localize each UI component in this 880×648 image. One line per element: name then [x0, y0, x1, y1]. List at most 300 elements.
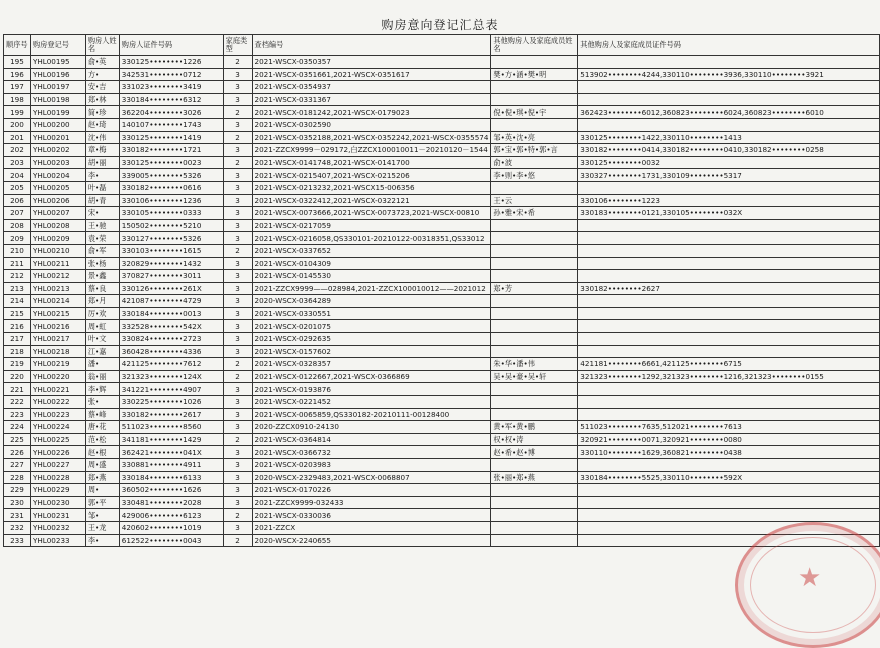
cell-other-names — [491, 320, 578, 333]
table-row — [4, 408, 880, 421]
cell-family-type: 3 — [223, 320, 252, 333]
cell-buyer-id: 330126••••••••261X — [119, 282, 223, 295]
cell-other-names: 孙•雅•宋•希 — [491, 207, 578, 220]
cell-family-type: 2 — [223, 56, 252, 69]
cell-buyer-id: 360428••••••••4336 — [119, 345, 223, 358]
registration-table — [3, 34, 880, 547]
cell-buyer-id: 330182••••••••2617 — [119, 408, 223, 421]
cell-family-type: 2 — [223, 244, 252, 257]
seal-star-icon: ★ — [798, 563, 822, 593]
cell-reg-no: YHL00233 — [30, 534, 85, 547]
cell-buyer-name: 胡•青 — [85, 194, 119, 207]
cell-buyer-name: 郭•平 — [85, 496, 119, 509]
cell-other-names — [491, 345, 578, 358]
cell-seq: 227 — [4, 459, 31, 472]
cell-seq: 208 — [4, 219, 31, 232]
cell-seq: 204 — [4, 169, 31, 182]
cell-other-ids — [578, 93, 880, 106]
cell-seq: 199 — [4, 106, 31, 119]
cell-archive-no: 2021-WSCX-0328357 — [252, 358, 491, 371]
cell-archive-no: 2021-WSCX-0364814 — [252, 433, 491, 446]
table-row — [4, 396, 880, 409]
cell-buyer-id: 612522••••••••0043 — [119, 534, 223, 547]
cell-other-names: 张•丽•郑•燕 — [491, 471, 578, 484]
cell-buyer-id: 330182••••••••0616 — [119, 181, 223, 194]
cell-buyer-name: 厉•欢 — [85, 307, 119, 320]
cell-seq: 219 — [4, 358, 31, 371]
cell-buyer-name: 俞•军 — [85, 244, 119, 257]
table-header-row — [4, 35, 880, 56]
cell-reg-no: YHL00231 — [30, 509, 85, 522]
cell-buyer-name: 简•珍 — [85, 106, 119, 119]
cell-other-ids — [578, 118, 880, 131]
cell-other-names — [491, 232, 578, 245]
cell-other-names — [491, 383, 578, 396]
cell-buyer-name: 王•驰 — [85, 219, 119, 232]
cell-reg-no: YHL00202 — [30, 144, 85, 157]
cell-seq: 230 — [4, 496, 31, 509]
cell-buyer-name: 俞•英 — [85, 56, 119, 69]
cell-other-names: 郑•芳 — [491, 282, 578, 295]
cell-buyer-name: 唐•花 — [85, 421, 119, 434]
header-reg-no: 购房登记号 — [30, 35, 85, 56]
cell-family-type: 3 — [223, 484, 252, 497]
cell-archive-no: 2021-WSCX-0157602 — [252, 345, 491, 358]
cell-reg-no: YHL00210 — [30, 244, 85, 257]
cell-other-names: 赵•希•赵•博 — [491, 446, 578, 459]
cell-family-type: 3 — [223, 68, 252, 81]
cell-buyer-id: 341221••••••••4907 — [119, 383, 223, 396]
cell-family-type: 2 — [223, 106, 252, 119]
cell-buyer-id: 330125••••••••0023 — [119, 156, 223, 169]
cell-reg-no: YHL00208 — [30, 219, 85, 232]
cell-other-ids: 330182••••••••0414,330182••••••••0410,330182••••••••0258 — [578, 144, 880, 157]
cell-seq: 218 — [4, 345, 31, 358]
cell-seq: 207 — [4, 207, 31, 220]
cell-buyer-name: 王•龙 — [85, 521, 119, 534]
cell-buyer-name: 李•辉 — [85, 383, 119, 396]
cell-archive-no: 2021-ZZCX9999——028984,2021-ZZCX100010012——2021012 — [252, 282, 491, 295]
cell-other-ids: 330184••••••••5525,330110••••••••592X — [578, 471, 880, 484]
cell-reg-no: YHL00197 — [30, 81, 85, 94]
cell-reg-no: YHL00221 — [30, 383, 85, 396]
cell-seq: 214 — [4, 295, 31, 308]
cell-reg-no: YHL00205 — [30, 181, 85, 194]
cell-buyer-name: 胡•丽 — [85, 156, 119, 169]
cell-buyer-id: 150502••••••••5210 — [119, 219, 223, 232]
table-row — [4, 295, 880, 308]
header-family-type: 家庭类型 — [223, 35, 252, 56]
cell-reg-no: YHL00204 — [30, 169, 85, 182]
cell-family-type: 3 — [223, 181, 252, 194]
cell-reg-no: YHL00218 — [30, 345, 85, 358]
cell-archive-no: 2021-WSCX-0141748,2021-WSCX-0141700 — [252, 156, 491, 169]
cell-other-ids — [578, 181, 880, 194]
cell-other-names — [491, 295, 578, 308]
cell-seq: 221 — [4, 383, 31, 396]
cell-reg-no: YHL00198 — [30, 93, 85, 106]
table-row — [4, 459, 880, 472]
cell-buyer-name: 郑•林 — [85, 93, 119, 106]
cell-archive-no: 2021-WSCX-0330036 — [252, 509, 491, 522]
cell-archive-no: 2021-WSCX-0181242,2021-WSCX-0179023 — [252, 106, 491, 119]
cell-buyer-name: 郑•燕 — [85, 471, 119, 484]
table-row — [4, 244, 880, 257]
cell-other-names: 郭•宝•郭•特•郭•言 — [491, 144, 578, 157]
cell-buyer-id: 320829••••••••1432 — [119, 257, 223, 270]
cell-family-type: 3 — [223, 396, 252, 409]
cell-archive-no: 2021-WSCX-0331367 — [252, 93, 491, 106]
cell-other-ids — [578, 383, 880, 396]
cell-other-names: 俞•波 — [491, 156, 578, 169]
cell-other-names: 王•云 — [491, 194, 578, 207]
table-row — [4, 144, 880, 157]
table-row — [4, 131, 880, 144]
table-row — [4, 181, 880, 194]
cell-buyer-id: 330481••••••••2028 — [119, 496, 223, 509]
cell-other-ids — [578, 333, 880, 346]
cell-reg-no: YHL00213 — [30, 282, 85, 295]
cell-family-type: 3 — [223, 408, 252, 421]
cell-family-type: 3 — [223, 282, 252, 295]
cell-other-ids: 330125••••••••0032 — [578, 156, 880, 169]
cell-seq: 200 — [4, 118, 31, 131]
cell-seq: 212 — [4, 270, 31, 283]
cell-buyer-name: 周•盛 — [85, 459, 119, 472]
cell-buyer-id: 330103••••••••1615 — [119, 244, 223, 257]
cell-buyer-id: 360502••••••••1626 — [119, 484, 223, 497]
cell-family-type: 2 — [223, 370, 252, 383]
cell-archive-no: 2021-ZZCX9999-032433 — [252, 496, 491, 509]
cell-buyer-name: 翁•丽 — [85, 370, 119, 383]
table-row — [4, 509, 880, 522]
cell-other-names — [491, 270, 578, 283]
cell-buyer-id: 421087••••••••4729 — [119, 295, 223, 308]
table-row — [4, 521, 880, 534]
cell-family-type: 3 — [223, 307, 252, 320]
cell-archive-no: 2021-WSCX-0337652 — [252, 244, 491, 257]
cell-seq: 220 — [4, 370, 31, 383]
cell-buyer-name: 蔡•良 — [85, 282, 119, 295]
cell-other-names: 朱•华•潘•伟 — [491, 358, 578, 371]
cell-archive-no: 2021-WSCX-0366732 — [252, 446, 491, 459]
cell-family-type: 3 — [223, 496, 252, 509]
cell-reg-no: YHL00219 — [30, 358, 85, 371]
cell-family-type: 3 — [223, 471, 252, 484]
cell-buyer-id: 331023••••••••3419 — [119, 81, 223, 94]
cell-reg-no: YHL00207 — [30, 207, 85, 220]
cell-other-ids — [578, 307, 880, 320]
cell-other-names: 李•则•李•悠 — [491, 169, 578, 182]
cell-buyer-name: 章•梅 — [85, 144, 119, 157]
cell-other-ids: 330327••••••••1731,330109••••••••5317 — [578, 169, 880, 182]
cell-buyer-id: 330225••••••••1026 — [119, 396, 223, 409]
cell-seq: 229 — [4, 484, 31, 497]
cell-reg-no: YHL00227 — [30, 459, 85, 472]
table-row — [4, 81, 880, 94]
cell-other-names: 倪•倪•琪•倪•宇 — [491, 106, 578, 119]
cell-buyer-id: 330105••••••••0333 — [119, 207, 223, 220]
cell-buyer-id: 330184••••••••6133 — [119, 471, 223, 484]
cell-archive-no: 2020-WSCX-2329483,2021-WSCX-0068807 — [252, 471, 491, 484]
table-row — [4, 257, 880, 270]
cell-other-ids: 330182••••••••2627 — [578, 282, 880, 295]
cell-family-type: 3 — [223, 345, 252, 358]
table-row — [4, 421, 880, 434]
cell-other-names: 吴•吴•豪•吴•轩 — [491, 370, 578, 383]
cell-archive-no: 2021-WSCX-0351661,2021-WSCX-0351617 — [252, 68, 491, 81]
table-row — [4, 484, 880, 497]
cell-other-ids — [578, 257, 880, 270]
cell-other-ids — [578, 345, 880, 358]
cell-reg-no: YHL00230 — [30, 496, 85, 509]
cell-other-names — [491, 244, 578, 257]
cell-family-type: 3 — [223, 81, 252, 94]
cell-seq: 232 — [4, 521, 31, 534]
cell-other-ids — [578, 484, 880, 497]
cell-buyer-id: 421125••••••••7612 — [119, 358, 223, 371]
cell-family-type: 3 — [223, 521, 252, 534]
cell-other-ids: 513902••••••••4244,330110••••••••3936,330110••••••••3921 — [578, 68, 880, 81]
cell-archive-no: 2021-WSCX-0145530 — [252, 270, 491, 283]
cell-archive-no: 2021-WSCX-0193876 — [252, 383, 491, 396]
cell-seq: 216 — [4, 320, 31, 333]
cell-archive-no: 2021-WSCX-0215407,2021-WSCX-0215206 — [252, 169, 491, 182]
cell-family-type: 2 — [223, 509, 252, 522]
table-row — [4, 320, 880, 333]
header-other-names: 其他购房人及家庭成员姓名 — [491, 35, 578, 56]
cell-archive-no: 2021-WSCX-0170226 — [252, 484, 491, 497]
cell-family-type: 3 — [223, 93, 252, 106]
cell-buyer-name: 赵•根 — [85, 446, 119, 459]
cell-buyer-id: 341181••••••••1429 — [119, 433, 223, 446]
header-buyer-name: 购房人姓名 — [85, 35, 119, 56]
cell-reg-no: YHL00209 — [30, 232, 85, 245]
cell-archive-no: 2021-WSCX-0201075 — [252, 320, 491, 333]
cell-other-ids — [578, 509, 880, 522]
cell-other-names — [491, 81, 578, 94]
cell-family-type: 3 — [223, 421, 252, 434]
cell-reg-no: YHL00228 — [30, 471, 85, 484]
cell-other-names — [491, 118, 578, 131]
cell-buyer-name: 袁•荣 — [85, 232, 119, 245]
cell-family-type: 2 — [223, 433, 252, 446]
cell-seq: 222 — [4, 396, 31, 409]
cell-other-ids — [578, 56, 880, 69]
cell-seq: 196 — [4, 68, 31, 81]
cell-seq: 197 — [4, 81, 31, 94]
cell-reg-no: YHL00195 — [30, 56, 85, 69]
cell-buyer-name: 周• — [85, 484, 119, 497]
cell-buyer-name: 安•吉 — [85, 81, 119, 94]
cell-reg-no: YHL00199 — [30, 106, 85, 119]
cell-reg-no: YHL00206 — [30, 194, 85, 207]
cell-seq: 231 — [4, 509, 31, 522]
official-seal — [735, 522, 880, 648]
cell-other-names — [491, 496, 578, 509]
cell-other-names — [491, 93, 578, 106]
header-buyer-id: 购房人证件号码 — [119, 35, 223, 56]
cell-family-type: 3 — [223, 446, 252, 459]
cell-other-names — [491, 333, 578, 346]
cell-reg-no: YHL00225 — [30, 433, 85, 446]
cell-other-ids — [578, 244, 880, 257]
cell-other-ids — [578, 459, 880, 472]
cell-buyer-id: 362421••••••••041X — [119, 446, 223, 459]
cell-buyer-name: 李• — [85, 169, 119, 182]
cell-reg-no: YHL00203 — [30, 156, 85, 169]
cell-reg-no: YHL00214 — [30, 295, 85, 308]
cell-other-ids: 321323••••••••1292,321323••••••••1216,321323••••••••0155 — [578, 370, 880, 383]
cell-other-names — [491, 181, 578, 194]
cell-buyer-name: 周•虹 — [85, 320, 119, 333]
cell-other-names — [491, 219, 578, 232]
header-other-ids: 其他购房人及家庭成员证件号码 — [578, 35, 880, 56]
cell-family-type: 3 — [223, 194, 252, 207]
cell-other-ids: 421181••••••••6661,421125••••••••6715 — [578, 358, 880, 371]
table-row — [4, 219, 880, 232]
cell-archive-no: 2021-WSCX-0216058,QS330101-20210122-00318351,QS33012 — [252, 232, 491, 245]
cell-other-ids — [578, 496, 880, 509]
cell-buyer-name: 蔡•峰 — [85, 408, 119, 421]
cell-buyer-id: 330125••••••••1226 — [119, 56, 223, 69]
cell-buyer-id: 140107••••••••1743 — [119, 118, 223, 131]
cell-other-names: 权•权•涛 — [491, 433, 578, 446]
cell-other-ids: 330106••••••••1223 — [578, 194, 880, 207]
cell-seq: 215 — [4, 307, 31, 320]
cell-buyer-name: 张• — [85, 396, 119, 409]
cell-archive-no: 2021-WSCX-0292635 — [252, 333, 491, 346]
cell-reg-no: YHL00222 — [30, 396, 85, 409]
cell-buyer-name: 赵•琦 — [85, 118, 119, 131]
cell-reg-no: YHL00223 — [30, 408, 85, 421]
cell-archive-no: 2021-WSCX-0352188,2021-WSCX-0352242,2021-WSCX-0355574 — [252, 131, 491, 144]
cell-buyer-name: 宋• — [85, 207, 119, 220]
cell-archive-no: 2021-ZZCX — [252, 521, 491, 534]
cell-buyer-name: 邹• — [85, 509, 119, 522]
cell-buyer-name: 沈•伟 — [85, 131, 119, 144]
cell-buyer-name: 叶•文 — [85, 333, 119, 346]
table-row — [4, 370, 880, 383]
cell-family-type: 3 — [223, 232, 252, 245]
cell-buyer-id: 362204••••••••3026 — [119, 106, 223, 119]
cell-reg-no: YHL00224 — [30, 421, 85, 434]
cell-reg-no: YHL00201 — [30, 131, 85, 144]
cell-other-ids: 330183••••••••0121,330105••••••••032X — [578, 207, 880, 220]
cell-seq: 202 — [4, 144, 31, 157]
cell-seq: 205 — [4, 181, 31, 194]
document-title: 购房意向登记汇总表 — [381, 18, 499, 32]
cell-other-ids: 511023••••••••7635,512021••••••••7613 — [578, 421, 880, 434]
cell-buyer-id: 429006••••••••6123 — [119, 509, 223, 522]
cell-seq: 195 — [4, 56, 31, 69]
header-seq: 顺序号 — [4, 35, 31, 56]
table-row — [4, 383, 880, 396]
cell-archive-no: 2021-WSCX-0065859,QS330182-20210111-00128400 — [252, 408, 491, 421]
cell-reg-no: YHL00229 — [30, 484, 85, 497]
cell-other-names — [491, 307, 578, 320]
cell-seq: 210 — [4, 244, 31, 257]
cell-archive-no: 2021-WSCX-0330551 — [252, 307, 491, 320]
cell-buyer-id: 330184••••••••6312 — [119, 93, 223, 106]
cell-other-ids — [578, 232, 880, 245]
cell-seq: 226 — [4, 446, 31, 459]
cell-buyer-id: 511023••••••••8560 — [119, 421, 223, 434]
cell-buyer-name: 潘• — [85, 358, 119, 371]
cell-other-names — [491, 534, 578, 547]
cell-other-ids — [578, 295, 880, 308]
cell-archive-no: 2020-WSCX-2240655 — [252, 534, 491, 547]
cell-other-ids — [578, 81, 880, 94]
header-archive-no: 查档编号 — [252, 35, 491, 56]
cell-other-ids: 362423••••••••6012,360823••••••••6024,360823••••••••6010 — [578, 106, 880, 119]
cell-seq: 233 — [4, 534, 31, 547]
cell-archive-no: 2021-WSCX-0213232,2021-WSCX15-006356 — [252, 181, 491, 194]
cell-other-names — [491, 408, 578, 421]
table-row — [4, 345, 880, 358]
cell-family-type: 3 — [223, 270, 252, 283]
cell-buyer-id: 330182••••••••1721 — [119, 144, 223, 157]
cell-other-names: 黄•军•黄•鹏 — [491, 421, 578, 434]
cell-reg-no: YHL00220 — [30, 370, 85, 383]
cell-family-type: 3 — [223, 459, 252, 472]
cell-seq: 201 — [4, 131, 31, 144]
cell-reg-no: YHL00226 — [30, 446, 85, 459]
cell-reg-no: YHL00200 — [30, 118, 85, 131]
cell-seq: 211 — [4, 257, 31, 270]
cell-other-names — [491, 484, 578, 497]
cell-other-names: 樊•方•涵•樊•明 — [491, 68, 578, 81]
cell-family-type: 3 — [223, 169, 252, 182]
cell-reg-no: YHL00216 — [30, 320, 85, 333]
cell-buyer-name: 景•鑫 — [85, 270, 119, 283]
cell-seq: 198 — [4, 93, 31, 106]
cell-buyer-name: 江•嘉 — [85, 345, 119, 358]
table-row — [4, 93, 880, 106]
table-row — [4, 118, 880, 131]
cell-archive-no: 2021-WSCX-0073666,2021-WSCX-0073723,2021-WSCX-00810 — [252, 207, 491, 220]
cell-other-names — [491, 459, 578, 472]
cell-other-ids: 320921••••••••0071,320921••••••••0080 — [578, 433, 880, 446]
cell-other-ids — [578, 270, 880, 283]
cell-archive-no: 2021-ZZCX9999－029172,白ZZCX100010011－20210120－1544 — [252, 144, 491, 157]
table-row — [4, 56, 880, 69]
cell-other-ids — [578, 219, 880, 232]
cell-other-ids: 330125••••••••1422,330110••••••••1413 — [578, 131, 880, 144]
cell-buyer-id: 342531••••••••0712 — [119, 68, 223, 81]
cell-other-ids: 330110••••••••1629,360821••••••••0438 — [578, 446, 880, 459]
cell-family-type: 2 — [223, 131, 252, 144]
cell-family-type: 3 — [223, 257, 252, 270]
cell-family-type: 2 — [223, 534, 252, 547]
cell-other-names — [491, 509, 578, 522]
cell-other-names — [491, 56, 578, 69]
cell-buyer-id: 321323••••••••124X — [119, 370, 223, 383]
table-row — [4, 68, 880, 81]
cell-buyer-id: 332528••••••••542X — [119, 320, 223, 333]
cell-other-names — [491, 396, 578, 409]
cell-archive-no: 2021-WSCX-0203983 — [252, 459, 491, 472]
cell-buyer-name: 张•杨 — [85, 257, 119, 270]
cell-family-type: 2 — [223, 156, 252, 169]
cell-archive-no: 2021-WSCX-0122667,2021-WSCX-0366869 — [252, 370, 491, 383]
cell-archive-no: 2021-WSCX-0217059 — [252, 219, 491, 232]
table-row — [4, 358, 880, 371]
table-row — [4, 232, 880, 245]
cell-buyer-name: 范•松 — [85, 433, 119, 446]
cell-other-names: 邹•英•沈•亮 — [491, 131, 578, 144]
cell-other-ids — [578, 408, 880, 421]
